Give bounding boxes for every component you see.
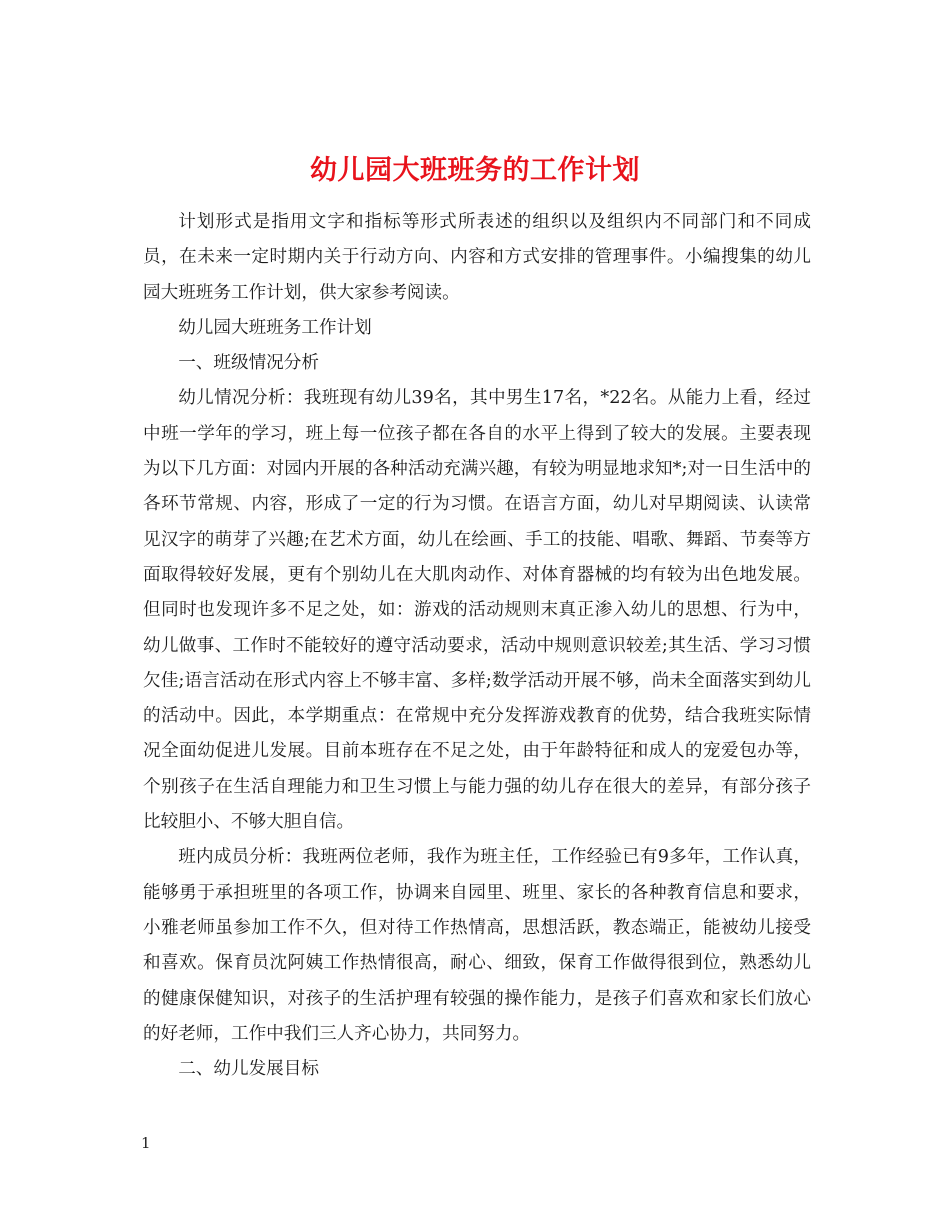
staff-analysis-paragraph: 班内成员分析：我班两位老师，我作为班主任，工作经验已有9多年，工作认真，能够勇于承担班里的各项工作，协调来自园里、班里、家长的各种教育信息和要求，小雅老师虽参加工作不久，但对待工作热情高，思想活跃，教态端正，能被幼儿接受和喜欢。保育员沈阿姨工作热情很高，耐心、细致，保育工作做得很到位，熟悉幼儿的健康保健知识，对孩子的生活护理有较强的操作能力，是孩子们喜欢和家长们放心的好老师，工作中我们三人齐心协力，共同努力。 <box>143 847 811 1044</box>
intro-paragraph: 计划形式是指用文字和指标等形式所表述的组织以及组织内不同部门和不同成员，在未来一定时期内关于行动方向、内容和方式安排的管理事件。小编搜集的幼儿园大班班务工作计划，供大家参考阅读。 <box>143 212 811 303</box>
section-heading-development-goals: 二、幼儿发展目标 <box>178 1059 319 1080</box>
page-number: 1 <box>141 1134 151 1152</box>
section-heading-class-analysis: 一、班级情况分析 <box>178 353 319 374</box>
document-body <box>143 205 811 1087</box>
document-title: 幼儿园大班班务的工作计划 <box>310 155 640 187</box>
children-analysis-paragraph: 幼儿情况分析：我班现有幼儿39名，其中男生17名，*22名。从能力上看，经过中班一学年的学习，班上每一位孩子都在各自的水平上得到了较大的发展。主要表现为以下几方面：对园内开展的各种活动充满兴趣，有较为明显地求知*;对一日生活中的各环节常规、内容，形成了一定的行为习惯。在语言方面，幼儿对早期阅读、认读常见汉字的萌芽了兴趣;在艺术方面，幼儿在绘画、手工的技能、唱歌、舞蹈、节奏等方面取得较好发展，更有个别幼儿在大肌肉动作、对体育器械的均有较为出色地发展。但同时也发现许多不足之处，如：游戏的活动规则末真正渗入幼儿的思想、行为中，幼儿做事、工作时不能较好的遵守活动要求，活动中规则意识较差;其生活、学习习惯欠佳;语言活动在形式内容上不够丰富、多样;数学活动开展不够，尚未全面落实到幼儿的活动中。因此，本学期重点：在常规中充分发挥游戏教育的优势，结合我班实际情况全面幼促进儿发展。目前本班存在不足之处，由于年龄特征和成人的宠爱包办等，个别孩子在生活自理能力和卫生习惯上与能力强的幼儿存在很大的差异，有部分孩子比较胆小、不够大胆自信。 <box>143 388 811 833</box>
plan-heading: 幼儿园大班班务工作计划 <box>178 317 372 338</box>
